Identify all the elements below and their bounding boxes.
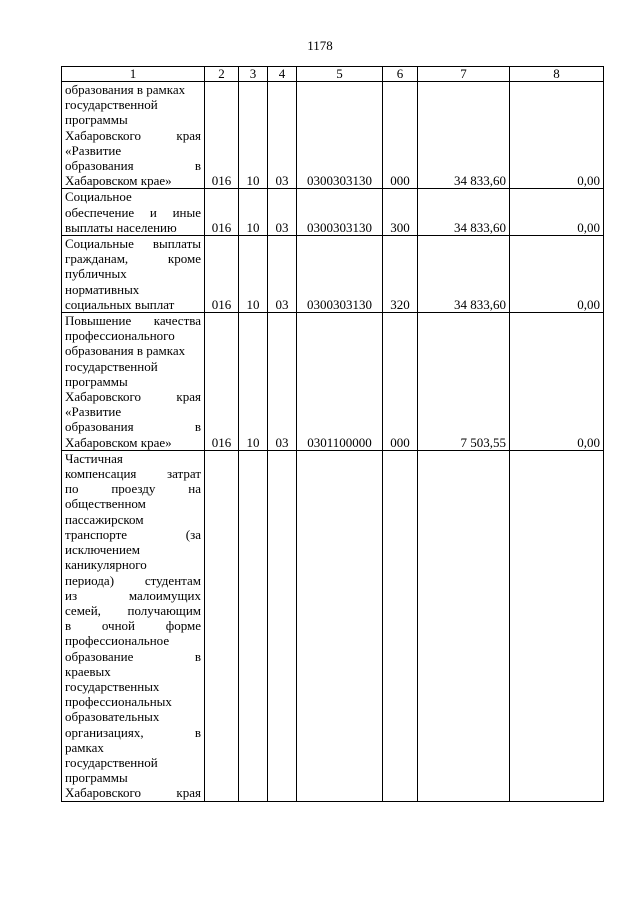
description-line: образования в рамках bbox=[65, 343, 186, 359]
description-line: из малоимущих bbox=[65, 587, 201, 603]
expense-type-cell: 320 bbox=[383, 236, 418, 313]
description-line: выплаты населению bbox=[65, 219, 177, 235]
ministry-code-cell: 016 bbox=[205, 313, 239, 451]
amount-2-cell: 0,00 bbox=[510, 313, 604, 451]
table-row bbox=[62, 450, 604, 801]
table-row bbox=[62, 82, 604, 189]
col-header-1: 1 bbox=[62, 67, 205, 82]
description-line: Хабаровского края bbox=[65, 127, 201, 143]
amount-2-cell: 0,00 bbox=[510, 82, 604, 189]
description-line: компенсация затрат bbox=[65, 466, 201, 482]
amount-cell: 7 503,55 bbox=[418, 313, 510, 451]
description-cell bbox=[62, 236, 205, 313]
col-header-2: 2 bbox=[205, 67, 239, 82]
ministry-code-cell bbox=[205, 450, 239, 801]
description-line: профессиональных bbox=[65, 694, 172, 710]
target-article-cell: 0300303130 bbox=[297, 189, 383, 236]
description-cell bbox=[62, 189, 205, 236]
description-line: Хабаровском крае» bbox=[65, 434, 172, 450]
description-line: Повышение качества bbox=[65, 313, 201, 329]
col-header-6: 6 bbox=[383, 67, 418, 82]
description-line: каникулярного bbox=[65, 557, 147, 573]
section-cell: 10 bbox=[239, 82, 268, 189]
description-line: социальных выплат bbox=[65, 296, 175, 312]
expense-type-cell: 300 bbox=[383, 189, 418, 236]
table-body bbox=[62, 82, 604, 802]
header-row bbox=[62, 67, 604, 82]
col-header-4: 4 bbox=[268, 67, 297, 82]
description-line: государственной bbox=[65, 97, 158, 113]
description-line: профессионального bbox=[65, 328, 175, 344]
description-line: Социальное bbox=[65, 189, 132, 205]
description-line: Хабаровском крае» bbox=[65, 173, 172, 189]
amount-2-cell: 0,00 bbox=[510, 236, 604, 313]
section-cell: 10 bbox=[239, 313, 268, 451]
description-cell bbox=[62, 450, 205, 801]
description-line: по проезду на bbox=[65, 481, 201, 497]
description-line: программы bbox=[65, 373, 128, 389]
description-line: краевых bbox=[65, 663, 111, 679]
section-cell: 10 bbox=[239, 189, 268, 236]
table-row bbox=[62, 313, 604, 451]
description-line: периода) студентам bbox=[65, 572, 201, 588]
col-header-5: 5 bbox=[297, 67, 383, 82]
target-article-cell bbox=[297, 450, 383, 801]
description-line: Хабаровского края bbox=[65, 389, 201, 405]
description-line: государственных bbox=[65, 678, 160, 694]
target-article-cell: 0300303130 bbox=[297, 236, 383, 313]
description-line: профессиональное bbox=[65, 633, 170, 649]
subsection-cell: 03 bbox=[268, 82, 297, 189]
description-line: «Развитие bbox=[65, 142, 122, 158]
amount-cell: 34 833,60 bbox=[418, 189, 510, 236]
subsection-cell bbox=[268, 450, 297, 801]
description-line: государственной bbox=[65, 358, 158, 374]
description-line: пассажирском bbox=[65, 511, 144, 527]
description-line: образование в bbox=[65, 648, 201, 664]
expense-type-cell: 000 bbox=[383, 313, 418, 451]
description-line: в очной форме bbox=[65, 618, 201, 634]
description-line: образовательных bbox=[65, 709, 160, 725]
subsection-cell: 03 bbox=[268, 236, 297, 313]
description-line: общественном bbox=[65, 496, 146, 512]
description-line: «Развитие bbox=[65, 404, 122, 420]
col-header-7: 7 bbox=[418, 67, 510, 82]
budget-table bbox=[61, 66, 604, 802]
description-line: программы bbox=[65, 770, 128, 786]
expense-type-cell: 000 bbox=[383, 82, 418, 189]
ministry-code-cell: 016 bbox=[205, 82, 239, 189]
description-line: транспорте (за bbox=[65, 526, 201, 542]
description-line: рамках bbox=[65, 739, 104, 755]
ministry-code-cell: 016 bbox=[205, 236, 239, 313]
description-line: образования в рамках bbox=[65, 82, 186, 97]
description-line: обеспечение и иные bbox=[65, 204, 201, 220]
description-line: образования в bbox=[65, 419, 201, 435]
description-line: программы bbox=[65, 112, 128, 128]
target-article-cell: 0301100000 bbox=[297, 313, 383, 451]
ministry-code-cell: 016 bbox=[205, 189, 239, 236]
table-row bbox=[62, 189, 604, 236]
amount-2-cell: 0,00 bbox=[510, 189, 604, 236]
target-article-cell: 0300303130 bbox=[297, 82, 383, 189]
subsection-cell: 03 bbox=[268, 313, 297, 451]
description-line: Хабаровского края bbox=[65, 785, 201, 801]
col-header-3: 3 bbox=[239, 67, 268, 82]
description-line: образования в bbox=[65, 158, 201, 174]
description-line: гражданам, кроме bbox=[65, 251, 201, 267]
expense-type-cell bbox=[383, 450, 418, 801]
amount-cell: 34 833,60 bbox=[418, 82, 510, 189]
description-line: исключением bbox=[65, 542, 140, 558]
description-line: Частичная bbox=[65, 450, 123, 466]
amount-cell bbox=[418, 450, 510, 801]
description-line: семей, получающим bbox=[65, 602, 201, 618]
amount-cell: 34 833,60 bbox=[418, 236, 510, 313]
description-line: нормативных bbox=[65, 281, 140, 297]
page-number: 1178 bbox=[307, 38, 333, 53]
table-row bbox=[62, 236, 604, 313]
description-line: публичных bbox=[65, 266, 127, 282]
description-line: организациях, в bbox=[65, 724, 201, 740]
section-cell: 10 bbox=[239, 236, 268, 313]
amount-2-cell bbox=[510, 450, 604, 801]
col-header-8: 8 bbox=[510, 67, 604, 82]
description-line: государственной bbox=[65, 754, 158, 770]
description-cell bbox=[62, 313, 205, 451]
section-cell bbox=[239, 450, 268, 801]
description-line: Социальные выплаты bbox=[65, 236, 201, 252]
subsection-cell: 03 bbox=[268, 189, 297, 236]
description-cell bbox=[62, 82, 205, 189]
